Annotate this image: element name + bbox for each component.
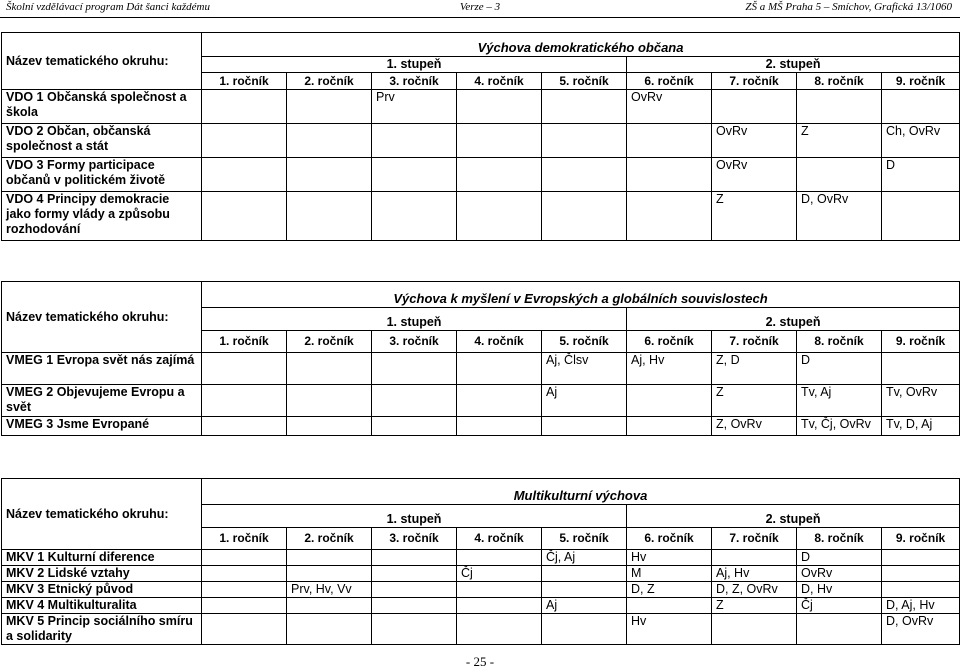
cell: D bbox=[882, 158, 960, 192]
cell bbox=[457, 417, 542, 436]
cell bbox=[372, 385, 457, 417]
topic-name-header: Název tematického okruhu: bbox=[2, 33, 202, 90]
cell bbox=[627, 158, 712, 192]
cell bbox=[287, 90, 372, 124]
page-header bbox=[0, 0, 960, 18]
cell bbox=[712, 614, 797, 645]
cell bbox=[287, 124, 372, 158]
grade-header: 5. ročník bbox=[542, 331, 627, 353]
cell bbox=[372, 614, 457, 645]
grade-header: 7. ročník bbox=[712, 73, 797, 90]
cell: D, OvRv bbox=[797, 192, 882, 241]
cell: Tv, Aj bbox=[797, 385, 882, 417]
cell bbox=[457, 598, 542, 614]
cell bbox=[542, 90, 627, 124]
topic-name-header: Název tematického okruhu: bbox=[2, 282, 202, 353]
cell bbox=[457, 550, 542, 566]
cell: Tv, D, Aj bbox=[882, 417, 960, 436]
stage-1-header: 1. stupeň bbox=[202, 57, 627, 73]
cell: M bbox=[627, 566, 712, 582]
cell bbox=[627, 385, 712, 417]
cell bbox=[202, 566, 287, 582]
cell: Čj bbox=[797, 598, 882, 614]
cell: Ch, OvRv bbox=[882, 124, 960, 158]
cell bbox=[627, 417, 712, 436]
cell bbox=[882, 90, 960, 124]
cell: Čj bbox=[457, 566, 542, 582]
grade-header: 1. ročník bbox=[202, 73, 287, 90]
table-vdo bbox=[1, 32, 960, 241]
cell bbox=[542, 124, 627, 158]
table-row bbox=[2, 550, 960, 566]
stage-1-header: 1. stupeň bbox=[202, 308, 627, 331]
grade-header: 3. ročník bbox=[372, 528, 457, 550]
cell: OvRv bbox=[627, 90, 712, 124]
cell: Z bbox=[712, 598, 797, 614]
grade-header: 1. ročník bbox=[202, 528, 287, 550]
cell: D, OvRv bbox=[882, 614, 960, 645]
page-number: - 25 - bbox=[465, 654, 495, 669]
topic-label: VDO 1 Občanská společnost a škola bbox=[2, 90, 202, 124]
stage-2-header: 2. stupeň bbox=[627, 57, 960, 73]
table-row bbox=[2, 353, 960, 385]
grade-header: 5. ročník bbox=[542, 528, 627, 550]
cell bbox=[202, 550, 287, 566]
topic-label: MKV 4 Multikulturalita bbox=[2, 598, 202, 614]
cell bbox=[457, 353, 542, 385]
cell bbox=[457, 614, 542, 645]
grade-header: 4. ročník bbox=[457, 331, 542, 353]
grade-header: 8. ročník bbox=[797, 331, 882, 353]
cell bbox=[712, 90, 797, 124]
cell bbox=[542, 192, 627, 241]
cell bbox=[202, 192, 287, 241]
cell bbox=[457, 385, 542, 417]
cell: D, Z bbox=[627, 582, 712, 598]
cell bbox=[627, 192, 712, 241]
table-row bbox=[2, 385, 960, 417]
grade-header: 8. ročník bbox=[797, 528, 882, 550]
cell: Prv bbox=[372, 90, 457, 124]
table-row bbox=[2, 417, 960, 436]
header-school-address: ZŠ a MŠ Praha 5 – Smíchov, Grafická 13/1060 bbox=[745, 1, 952, 13]
cell bbox=[287, 158, 372, 192]
grade-header: 1. ročník bbox=[202, 331, 287, 353]
cell: Hv bbox=[627, 614, 712, 645]
table-row bbox=[2, 566, 960, 582]
cell bbox=[287, 598, 372, 614]
cell bbox=[542, 158, 627, 192]
cell bbox=[457, 192, 542, 241]
topic-label: MKV 1 Kulturní diference bbox=[2, 550, 202, 566]
cell bbox=[797, 90, 882, 124]
cell bbox=[797, 158, 882, 192]
cell: Z, OvRv bbox=[712, 417, 797, 436]
cell bbox=[372, 598, 457, 614]
cell bbox=[797, 614, 882, 645]
cell: Aj bbox=[542, 385, 627, 417]
topic-label: VDO 2 Občan, občanská společnost a stát bbox=[2, 124, 202, 158]
cell bbox=[287, 192, 372, 241]
cell bbox=[542, 417, 627, 436]
cell: Aj, Hv bbox=[627, 353, 712, 385]
table-row bbox=[2, 598, 960, 614]
cell bbox=[372, 124, 457, 158]
cell bbox=[202, 158, 287, 192]
cell: D, Z, OvRv bbox=[712, 582, 797, 598]
cell: D bbox=[797, 550, 882, 566]
cell: Aj, Člsv bbox=[542, 353, 627, 385]
cell: D bbox=[797, 353, 882, 385]
cell bbox=[372, 566, 457, 582]
cell bbox=[372, 582, 457, 598]
topic-name-header: Název tematického okruhu: bbox=[2, 479, 202, 550]
cell bbox=[202, 598, 287, 614]
cell: Tv, Čj, OvRv bbox=[797, 417, 882, 436]
topic-label: VDO 4 Principy demokracie jako formy vlády a způsobu rozhodování bbox=[2, 192, 202, 241]
grade-header: 9. ročník bbox=[882, 73, 960, 90]
cell bbox=[287, 550, 372, 566]
cell bbox=[627, 598, 712, 614]
cell bbox=[202, 124, 287, 158]
grade-header: 6. ročník bbox=[627, 331, 712, 353]
cell: OvRv bbox=[797, 566, 882, 582]
cell bbox=[882, 550, 960, 566]
cell bbox=[457, 158, 542, 192]
grade-header: 4. ročník bbox=[457, 73, 542, 90]
cell: Z, D bbox=[712, 353, 797, 385]
cell bbox=[287, 566, 372, 582]
cell bbox=[882, 566, 960, 582]
table-row bbox=[2, 192, 960, 241]
cell bbox=[882, 582, 960, 598]
cell: Hv bbox=[627, 550, 712, 566]
cell bbox=[457, 582, 542, 598]
grade-header: 9. ročník bbox=[882, 528, 960, 550]
cell bbox=[287, 353, 372, 385]
grade-header: 6. ročník bbox=[627, 528, 712, 550]
grade-header: 7. ročník bbox=[712, 331, 797, 353]
table-row bbox=[2, 582, 960, 598]
cell: Tv, OvRv bbox=[882, 385, 960, 417]
cell bbox=[287, 385, 372, 417]
topic-label: VDO 3 Formy participace občanů v politickém životě bbox=[2, 158, 202, 192]
cell: Z bbox=[797, 124, 882, 158]
cell bbox=[372, 192, 457, 241]
table-mkv bbox=[1, 478, 960, 645]
stage-2-header: 2. stupeň bbox=[627, 308, 960, 331]
cell bbox=[372, 550, 457, 566]
cell bbox=[372, 417, 457, 436]
table-title: Výchova k myšlení v Evropských a globálních souvislostech bbox=[202, 282, 960, 308]
cell bbox=[287, 417, 372, 436]
cell bbox=[202, 614, 287, 645]
grade-header: 2. ročník bbox=[287, 331, 372, 353]
cell bbox=[882, 192, 960, 241]
topic-label: MKV 3 Etnický původ bbox=[2, 582, 202, 598]
grade-header: 4. ročník bbox=[457, 528, 542, 550]
cell bbox=[542, 582, 627, 598]
cell bbox=[542, 566, 627, 582]
header-version: Verze – 3 bbox=[459, 1, 501, 13]
cell: Aj bbox=[542, 598, 627, 614]
stage-2-header: 2. stupeň bbox=[627, 505, 960, 528]
grade-header: 3. ročník bbox=[372, 331, 457, 353]
cell bbox=[882, 353, 960, 385]
grade-header: 2. ročník bbox=[287, 528, 372, 550]
grade-header: 9. ročník bbox=[882, 331, 960, 353]
grade-header: 7. ročník bbox=[712, 528, 797, 550]
topic-label: VMEG 2 Objevujeme Evropu a svět bbox=[2, 385, 202, 417]
cell: Aj, Hv bbox=[712, 566, 797, 582]
cell bbox=[542, 614, 627, 645]
cell bbox=[372, 353, 457, 385]
cell: Čj, Aj bbox=[542, 550, 627, 566]
cell bbox=[372, 158, 457, 192]
cell bbox=[712, 550, 797, 566]
cell bbox=[202, 582, 287, 598]
cell bbox=[202, 385, 287, 417]
cell: OvRv bbox=[712, 158, 797, 192]
cell: OvRv bbox=[712, 124, 797, 158]
grade-header: 8. ročník bbox=[797, 73, 882, 90]
header-school-program: Školní vzdělávací program Dát šanci každému bbox=[6, 1, 210, 13]
grade-header: 2. ročník bbox=[287, 73, 372, 90]
table-title: Výchova demokratického občana bbox=[202, 33, 960, 57]
cell bbox=[457, 124, 542, 158]
topic-label: VMEG 3 Jsme Evropané bbox=[2, 417, 202, 436]
topic-label: MKV 5 Princip sociálního smíru a solidarity bbox=[2, 614, 202, 645]
cell: Z bbox=[712, 192, 797, 241]
cell bbox=[287, 614, 372, 645]
topic-label: MKV 2 Lidské vztahy bbox=[2, 566, 202, 582]
grade-header: 3. ročník bbox=[372, 73, 457, 90]
table-row bbox=[2, 614, 960, 645]
cell bbox=[202, 353, 287, 385]
topic-label: VMEG 1 Evropa svět nás zajímá bbox=[2, 353, 202, 385]
table-row bbox=[2, 158, 960, 192]
cell bbox=[202, 417, 287, 436]
cell bbox=[457, 90, 542, 124]
cell: Z bbox=[712, 385, 797, 417]
table-row bbox=[2, 124, 960, 158]
cell: D, Hv bbox=[797, 582, 882, 598]
cell bbox=[627, 124, 712, 158]
table-row bbox=[2, 90, 960, 124]
table-title: Multikulturní výchova bbox=[202, 479, 960, 505]
grade-header: 5. ročník bbox=[542, 73, 627, 90]
table-vmeg bbox=[1, 281, 960, 436]
cell: Prv, Hv, Vv bbox=[287, 582, 372, 598]
grade-header: 6. ročník bbox=[627, 73, 712, 90]
cell: D, Aj, Hv bbox=[882, 598, 960, 614]
cell bbox=[202, 90, 287, 124]
stage-1-header: 1. stupeň bbox=[202, 505, 627, 528]
